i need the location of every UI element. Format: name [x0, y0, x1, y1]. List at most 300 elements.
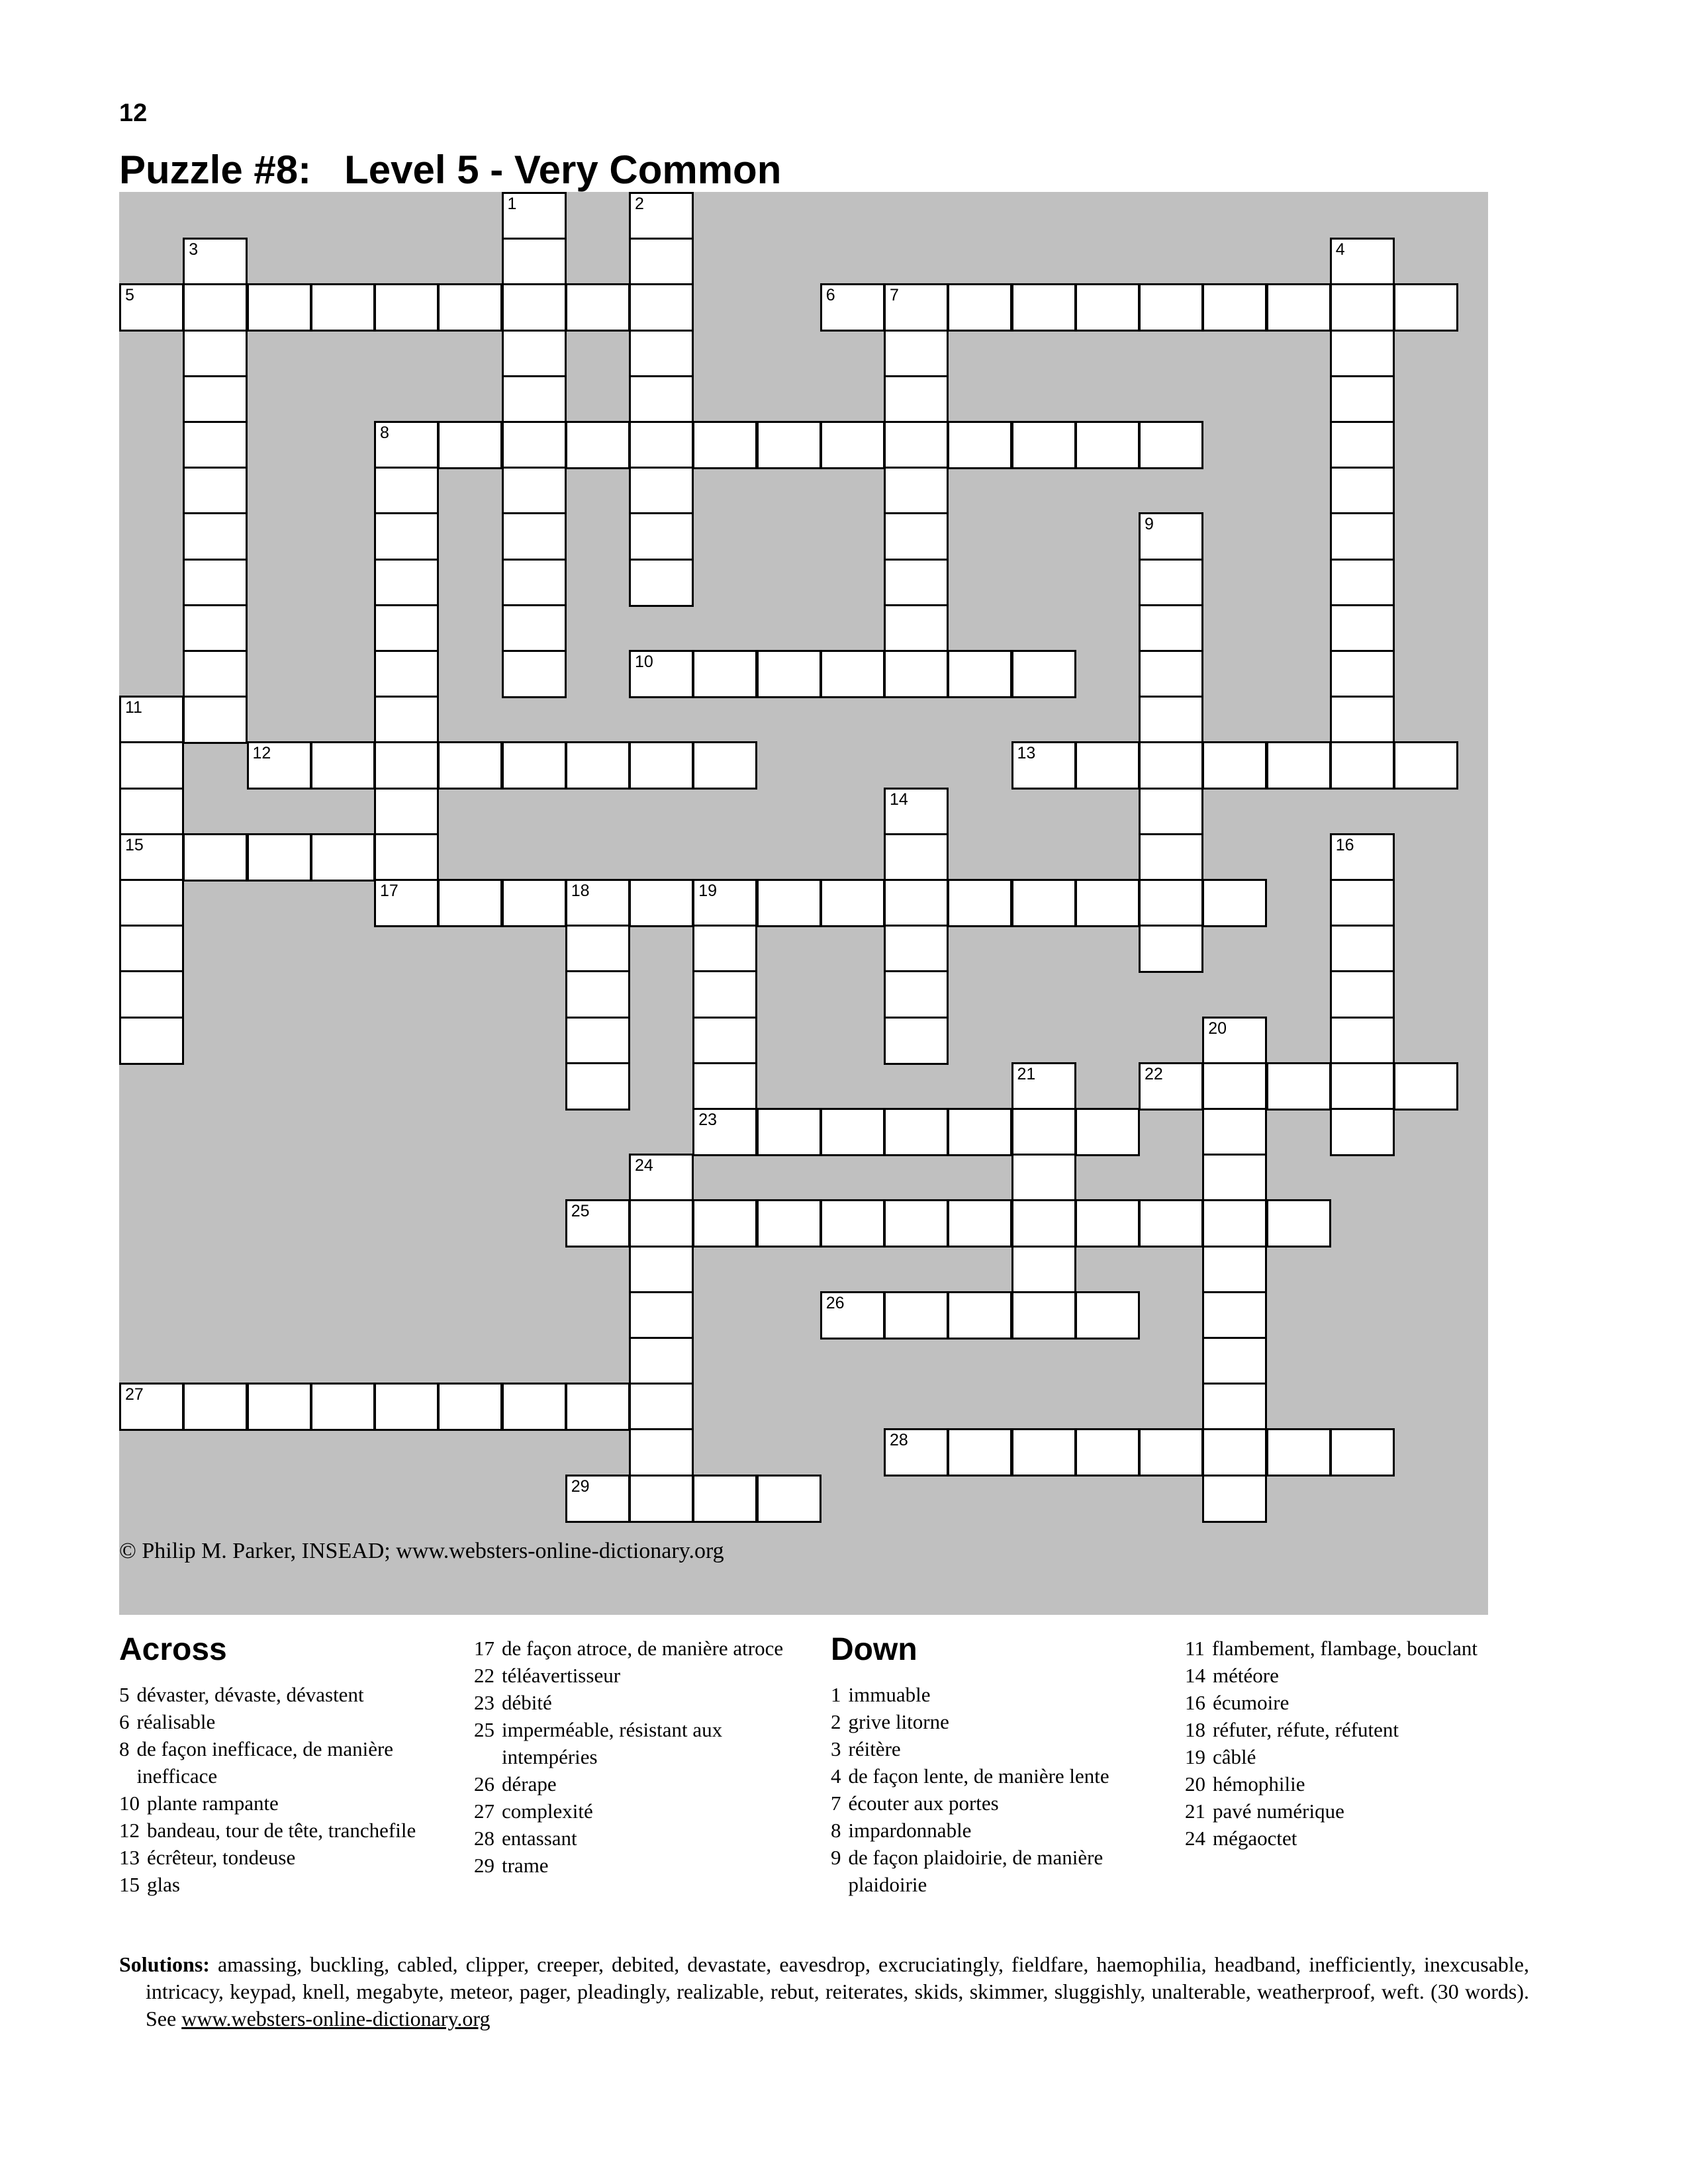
grid-cell[interactable] — [1139, 512, 1203, 561]
grid-cell[interactable] — [820, 1199, 885, 1248]
grid-cell[interactable] — [692, 1017, 757, 1065]
grid-cell[interactable] — [629, 1246, 694, 1294]
grid-cell[interactable] — [1330, 925, 1395, 973]
grid-cell[interactable] — [1139, 788, 1203, 836]
grid-cell[interactable] — [884, 970, 949, 1019]
grid-cell[interactable] — [1202, 1017, 1267, 1065]
clue-number: 9 — [831, 1846, 841, 1869]
grid-cell[interactable] — [884, 559, 949, 607]
grid-cell[interactable] — [1202, 1383, 1267, 1431]
grid-cell[interactable] — [820, 421, 885, 469]
grid-cell[interactable] — [1330, 970, 1395, 1019]
grid-cell[interactable] — [565, 741, 630, 790]
solutions-label: Solutions: — [119, 1952, 210, 1976]
grid-cell[interactable] — [884, 375, 949, 424]
grid-cell[interactable] — [183, 375, 248, 424]
grid-cell[interactable] — [1330, 375, 1395, 424]
grid-cell[interactable] — [502, 467, 567, 515]
grid-cell[interactable] — [374, 879, 439, 927]
grid-cell[interactable] — [884, 1428, 949, 1477]
grid-cell[interactable] — [1330, 1428, 1395, 1477]
clue-number: 17 — [380, 882, 399, 900]
grid-cell[interactable] — [692, 1062, 757, 1111]
grid-cell[interactable] — [183, 330, 248, 378]
grid-cell[interactable] — [119, 696, 184, 744]
grid-cell[interactable] — [1202, 283, 1267, 332]
grid-cell[interactable] — [629, 650, 694, 698]
across-clues-column-2 — [474, 1635, 805, 1879]
grid-cell[interactable] — [629, 375, 694, 424]
grid-cell[interactable] — [1139, 1428, 1203, 1477]
grid-cell[interactable] — [565, 1017, 630, 1065]
grid-cell[interactable] — [247, 833, 312, 882]
grid-cell[interactable] — [1202, 1199, 1267, 1248]
grid-cell[interactable] — [374, 559, 439, 607]
grid-cell[interactable] — [565, 925, 630, 973]
grid-cell[interactable] — [119, 788, 184, 836]
grid-cell[interactable] — [1202, 741, 1267, 790]
clue-text: pavé numérique — [1213, 1799, 1344, 1823]
grid-cell[interactable] — [310, 1383, 375, 1431]
grid-cell[interactable] — [119, 283, 184, 332]
grid-cell[interactable] — [1075, 741, 1140, 790]
grid-cell[interactable] — [1075, 421, 1140, 469]
clue-number: 4 — [831, 1764, 841, 1788]
grid-cell[interactable] — [884, 330, 949, 378]
grid-cell[interactable] — [1139, 650, 1203, 698]
grid-cell[interactable] — [1202, 1291, 1267, 1340]
grid-cell[interactable] — [884, 833, 949, 882]
grid-cell[interactable] — [629, 467, 694, 515]
grid-cell[interactable] — [1202, 1062, 1267, 1111]
grid-cell[interactable] — [374, 1383, 439, 1431]
grid-cell[interactable] — [629, 1337, 694, 1385]
grid-cell[interactable] — [692, 741, 757, 790]
clue-text: réalisable — [136, 1710, 216, 1733]
clue-text: hémophilie — [1213, 1772, 1305, 1796]
grid-cell[interactable] — [1011, 1291, 1076, 1340]
clue-number: 2 — [831, 1710, 841, 1733]
grid-cell[interactable] — [119, 925, 184, 973]
grid-cell[interactable] — [502, 1383, 567, 1431]
grid-cell[interactable] — [692, 1475, 757, 1523]
clue-item — [831, 1735, 1162, 1762]
grid-cell[interactable] — [502, 650, 567, 698]
grid-cell[interactable] — [692, 421, 757, 469]
grid-cell[interactable] — [1266, 1199, 1331, 1248]
grid-cell[interactable] — [1139, 604, 1203, 653]
clue-text: de façon atroce, de manière atroce — [502, 1637, 784, 1660]
grid-cell[interactable] — [629, 1428, 694, 1477]
grid-cell[interactable] — [565, 421, 630, 469]
grid-cell[interactable] — [757, 1475, 821, 1523]
grid-cell[interactable] — [1139, 283, 1203, 332]
grid-cell[interactable] — [1202, 1475, 1267, 1523]
down-clues-column-2 — [1185, 1635, 1516, 1852]
puzzle-title: Puzzle #8: Level 5 - Very Common — [119, 148, 782, 192]
grid-cell[interactable] — [884, 1199, 949, 1248]
grid-cell[interactable] — [820, 650, 885, 698]
grid-cell[interactable] — [1075, 1199, 1140, 1248]
grid-cell[interactable] — [1075, 1291, 1140, 1340]
grid-cell[interactable] — [1139, 696, 1203, 744]
clue-number: 19 — [1185, 1745, 1205, 1768]
grid-cell[interactable] — [692, 879, 757, 927]
clue-item — [831, 1762, 1162, 1790]
clue-number: 10 — [635, 653, 653, 671]
grid-cell[interactable] — [502, 604, 567, 653]
grid-cell[interactable] — [820, 1108, 885, 1156]
down-clues-column-1 — [831, 1681, 1162, 1898]
grid-cell[interactable] — [1330, 650, 1395, 698]
clue-text: de façon lente, de manière lente — [848, 1764, 1109, 1788]
grid-cell[interactable] — [1011, 1062, 1076, 1111]
clue-item — [1185, 1635, 1516, 1662]
clue-item — [119, 1817, 450, 1844]
grid-cell[interactable] — [947, 1108, 1012, 1156]
clue-item — [474, 1635, 805, 1662]
grid-cell[interactable] — [565, 970, 630, 1019]
grid-cell[interactable] — [757, 1199, 821, 1248]
across-heading: Across — [119, 1632, 227, 1667]
clue-number: 12 — [252, 744, 271, 763]
grid-cell[interactable] — [119, 1383, 184, 1431]
grid-cell[interactable] — [1330, 330, 1395, 378]
clue-number: 18 — [1185, 1718, 1205, 1741]
grid-cell[interactable] — [629, 512, 694, 561]
grid-cell[interactable] — [692, 650, 757, 698]
grid-cell[interactable] — [947, 421, 1012, 469]
clue-text: câblé — [1213, 1745, 1256, 1768]
grid-cell[interactable] — [947, 879, 1012, 927]
clue-number: 23 — [698, 1111, 718, 1129]
solutions-list: amassing, buckling, cabled, clipper, creeper, debited, devastate, eavesdrop, excruciatingly, fieldfare, haemophilia, headband, inefficiently, inexcusable, intricacy, keypad, knell, megabyte, meteor, pager, pleadingly, realizable, rebut, reiterates, skids, skimmer, sluggishly, unalterable, weatherproof, weft. (30 words). See — [146, 1952, 1530, 2030]
clue-number: 14 — [1185, 1664, 1205, 1687]
grid-cell[interactable] — [1139, 925, 1203, 973]
grid-cell[interactable] — [1393, 741, 1458, 790]
grid-cell[interactable] — [757, 421, 821, 469]
grid-cell[interactable] — [183, 696, 248, 744]
clue-item — [1185, 1797, 1516, 1825]
grid-cell[interactable] — [884, 421, 949, 469]
clue-number: 26 — [825, 1293, 845, 1312]
grid-cell[interactable] — [757, 650, 821, 698]
grid-cell[interactable] — [1330, 421, 1395, 469]
grid-cell[interactable] — [947, 1428, 1012, 1477]
clue-item — [831, 1708, 1162, 1735]
clue-number: 13 — [119, 1846, 140, 1869]
grid-cell[interactable] — [629, 1475, 694, 1523]
clue-text: débité — [502, 1691, 552, 1714]
grid-cell[interactable] — [1330, 512, 1395, 561]
grid-cell[interactable] — [565, 1062, 630, 1111]
dictionary-link[interactable]: www.websters-online-dictionary.org — [181, 2007, 491, 2030]
grid-cell[interactable] — [1075, 879, 1140, 927]
grid-cell[interactable] — [502, 192, 567, 240]
grid-cell[interactable] — [374, 283, 439, 332]
grid-cell[interactable] — [629, 421, 694, 469]
grid-cell[interactable] — [757, 879, 821, 927]
grid-cell[interactable] — [1011, 1108, 1076, 1156]
clue-number: 7 — [831, 1792, 841, 1815]
clue-number: 8 — [380, 424, 389, 442]
grid-cell[interactable] — [629, 283, 694, 332]
grid-cell[interactable] — [1330, 604, 1395, 653]
grid-cell[interactable] — [502, 559, 567, 607]
clue-item — [119, 1790, 450, 1817]
grid-cell[interactable] — [1393, 283, 1458, 332]
grid-cell[interactable] — [1330, 238, 1395, 286]
clue-text: mégaoctet — [1213, 1827, 1297, 1850]
clue-number: 28 — [890, 1431, 908, 1450]
grid-cell[interactable] — [247, 741, 312, 790]
grid-cell[interactable] — [310, 283, 375, 332]
grid-cell[interactable] — [374, 696, 439, 744]
grid-cell[interactable] — [183, 283, 248, 332]
clue-text: flambement, flambage, bouclant — [1211, 1637, 1477, 1660]
grid-cell[interactable] — [1330, 833, 1395, 882]
clue-number: 8 — [831, 1819, 841, 1842]
grid-cell[interactable] — [119, 741, 184, 790]
clue-item — [474, 1797, 805, 1825]
grid-cell[interactable] — [884, 650, 949, 698]
grid-cell[interactable] — [692, 1108, 757, 1156]
grid-cell[interactable] — [1266, 1428, 1331, 1477]
clue-number: 15 — [119, 1873, 140, 1896]
clue-number: 25 — [571, 1202, 590, 1221]
grid-cell[interactable] — [374, 467, 439, 515]
grid-cell[interactable] — [757, 1108, 821, 1156]
grid-cell[interactable] — [1330, 741, 1395, 790]
grid-cell[interactable] — [438, 1383, 502, 1431]
grid-cell[interactable] — [692, 925, 757, 973]
grid-cell[interactable] — [884, 1017, 949, 1065]
grid-cell[interactable] — [1011, 1199, 1076, 1248]
grid-cell[interactable] — [1139, 741, 1203, 790]
grid-cell[interactable] — [565, 1383, 630, 1431]
grid-cell[interactable] — [1330, 1017, 1395, 1065]
grid-cell[interactable] — [884, 788, 949, 836]
grid-cell[interactable] — [1266, 741, 1331, 790]
grid-cell[interactable] — [247, 283, 312, 332]
grid-cell[interactable] — [629, 1291, 694, 1340]
grid-cell[interactable] — [884, 512, 949, 561]
grid-cell[interactable] — [884, 1108, 949, 1156]
grid-cell[interactable] — [1011, 741, 1076, 790]
grid-cell[interactable] — [119, 879, 184, 927]
grid-cell[interactable] — [1139, 1062, 1203, 1111]
clue-number: 8 — [119, 1737, 130, 1760]
grid-cell[interactable] — [565, 879, 630, 927]
grid-cell[interactable] — [183, 467, 248, 515]
clue-number: 17 — [474, 1637, 494, 1660]
grid-cell[interactable] — [374, 512, 439, 561]
grid-cell[interactable] — [565, 1199, 630, 1248]
clue-text: entassant — [502, 1827, 577, 1850]
clue-number: 1 — [507, 195, 517, 213]
grid-cell[interactable] — [565, 283, 630, 332]
grid-cell[interactable] — [1139, 833, 1203, 882]
grid-cell[interactable] — [884, 925, 949, 973]
grid-cell[interactable] — [629, 879, 694, 927]
clue-number: 23 — [474, 1691, 494, 1714]
grid-cell[interactable] — [119, 970, 184, 1019]
grid-cell[interactable] — [438, 879, 502, 927]
grid-cell[interactable] — [1266, 1062, 1331, 1111]
clue-number: 21 — [1017, 1064, 1036, 1083]
grid-cell[interactable] — [1202, 1428, 1267, 1477]
grid-cell[interactable] — [310, 741, 375, 790]
clue-number: 24 — [1185, 1827, 1205, 1850]
grid-cell[interactable] — [820, 283, 885, 332]
grid-cell[interactable] — [1011, 421, 1076, 469]
grid-cell[interactable] — [629, 1383, 694, 1431]
grid-cell[interactable] — [1330, 559, 1395, 607]
clue-number: 18 — [571, 882, 590, 900]
grid-cell[interactable] — [502, 375, 567, 424]
clue-item — [474, 1689, 805, 1716]
grid-cell[interactable] — [502, 283, 567, 332]
grid-cell[interactable] — [820, 879, 885, 927]
grid-cell[interactable] — [1075, 1428, 1140, 1477]
grid-cell[interactable] — [183, 512, 248, 561]
clue-text: imperméable, résistant aux intempéries — [502, 1718, 723, 1768]
grid-cell[interactable] — [884, 283, 949, 332]
grid-cell[interactable] — [374, 421, 439, 469]
grid-cell[interactable] — [438, 741, 502, 790]
grid-cell[interactable] — [629, 330, 694, 378]
clue-text: trame — [502, 1854, 549, 1877]
clue-text: de façon plaidoirie, de manière plaidoirie — [848, 1846, 1103, 1896]
grid-cell[interactable] — [692, 1199, 757, 1248]
grid-cell[interactable] — [310, 833, 375, 882]
grid-cell[interactable] — [1075, 283, 1140, 332]
grid-cell[interactable] — [1202, 879, 1267, 927]
clue-number: 16 — [1335, 835, 1354, 854]
grid-cell[interactable] — [502, 330, 567, 378]
clue-number: 29 — [474, 1854, 494, 1877]
clue-text: glas — [147, 1873, 180, 1896]
grid-cell[interactable] — [692, 970, 757, 1019]
grid-cell[interactable] — [502, 238, 567, 286]
grid-cell[interactable] — [374, 604, 439, 653]
clue-item — [1185, 1825, 1516, 1852]
grid-cell[interactable] — [374, 650, 439, 698]
grid-cell[interactable] — [947, 650, 1012, 698]
grid-cell[interactable] — [884, 604, 949, 653]
grid-cell[interactable] — [502, 512, 567, 561]
grid-cell[interactable] — [1330, 1062, 1395, 1111]
clue-item — [1185, 1689, 1516, 1716]
grid-cell[interactable] — [183, 833, 248, 882]
crossword-grid — [119, 192, 1488, 1615]
grid-cell[interactable] — [629, 741, 694, 790]
grid-cell[interactable] — [629, 192, 694, 240]
grid-cell[interactable] — [1393, 1062, 1458, 1111]
grid-cell[interactable] — [1202, 1108, 1267, 1156]
grid-cell[interactable] — [183, 238, 248, 286]
clue-text: écumoire — [1213, 1691, 1289, 1714]
grid-cell[interactable] — [629, 559, 694, 607]
grid-cell[interactable] — [629, 1154, 694, 1202]
clue-number: 3 — [189, 240, 199, 259]
clue-text: grive litorne — [848, 1710, 949, 1733]
grid-cell[interactable] — [1139, 559, 1203, 607]
grid-cell[interactable] — [565, 1475, 630, 1523]
grid-cell[interactable] — [884, 1291, 949, 1340]
grid-cell[interactable] — [1202, 1337, 1267, 1385]
grid-cell[interactable] — [947, 283, 1012, 332]
clue-item — [474, 1662, 805, 1689]
grid-cell[interactable] — [1330, 283, 1395, 332]
grid-cell[interactable] — [1139, 421, 1203, 469]
grid-cell[interactable] — [1011, 1428, 1076, 1477]
grid-cell[interactable] — [1011, 1154, 1076, 1202]
grid-cell[interactable] — [1330, 879, 1395, 927]
grid-cell[interactable] — [1139, 879, 1203, 927]
clue-text: complexité — [502, 1799, 593, 1823]
grid-cell[interactable] — [884, 879, 949, 927]
clue-number: 6 — [119, 1710, 130, 1733]
grid-cell[interactable] — [1139, 1199, 1203, 1248]
grid-cell[interactable] — [502, 421, 567, 469]
grid-cell[interactable] — [1330, 1108, 1395, 1156]
grid-cell[interactable] — [374, 788, 439, 836]
grid-cell[interactable] — [374, 741, 439, 790]
clue-number: 15 — [125, 835, 144, 854]
grid-cell[interactable] — [1330, 467, 1395, 515]
grid-cell[interactable] — [183, 1383, 248, 1431]
grid-cell[interactable] — [1011, 1246, 1076, 1294]
grid-cell[interactable] — [820, 1291, 885, 1340]
clue-number: 14 — [890, 790, 908, 809]
grid-cell[interactable] — [1202, 1154, 1267, 1202]
grid-cell[interactable] — [183, 604, 248, 653]
grid-cell[interactable] — [884, 467, 949, 515]
grid-cell[interactable] — [438, 421, 502, 469]
grid-cell[interactable] — [502, 879, 567, 927]
grid-cell[interactable] — [629, 238, 694, 286]
grid-cell[interactable] — [183, 421, 248, 469]
grid-cell[interactable] — [502, 741, 567, 790]
clue-item — [1185, 1662, 1516, 1689]
grid-cell[interactable] — [1075, 1108, 1140, 1156]
grid-cell[interactable] — [1011, 879, 1076, 927]
grid-cell[interactable] — [947, 1291, 1012, 1340]
grid-cell[interactable] — [1330, 696, 1395, 744]
clue-text: réitère — [848, 1737, 901, 1760]
clue-number: 20 — [1185, 1772, 1205, 1796]
grid-cell[interactable] — [1011, 650, 1076, 698]
grid-cell[interactable] — [438, 283, 502, 332]
grid-cell[interactable] — [947, 1199, 1012, 1248]
clue-item — [119, 1735, 450, 1790]
clue-item — [119, 1871, 450, 1898]
grid-cell[interactable] — [119, 1017, 184, 1065]
grid-cell[interactable] — [247, 1383, 312, 1431]
grid-cell[interactable] — [1202, 1246, 1267, 1294]
clue-number: 7 — [890, 286, 899, 305]
grid-cell[interactable] — [629, 1199, 694, 1248]
grid-cell[interactable] — [119, 833, 184, 882]
grid-cell[interactable] — [183, 559, 248, 607]
grid-cell[interactable] — [374, 833, 439, 882]
clue-number: 6 — [825, 286, 835, 305]
clue-item — [474, 1770, 805, 1797]
grid-cell[interactable] — [183, 650, 248, 698]
grid-cell[interactable] — [1266, 283, 1331, 332]
grid-cell[interactable] — [1011, 283, 1076, 332]
